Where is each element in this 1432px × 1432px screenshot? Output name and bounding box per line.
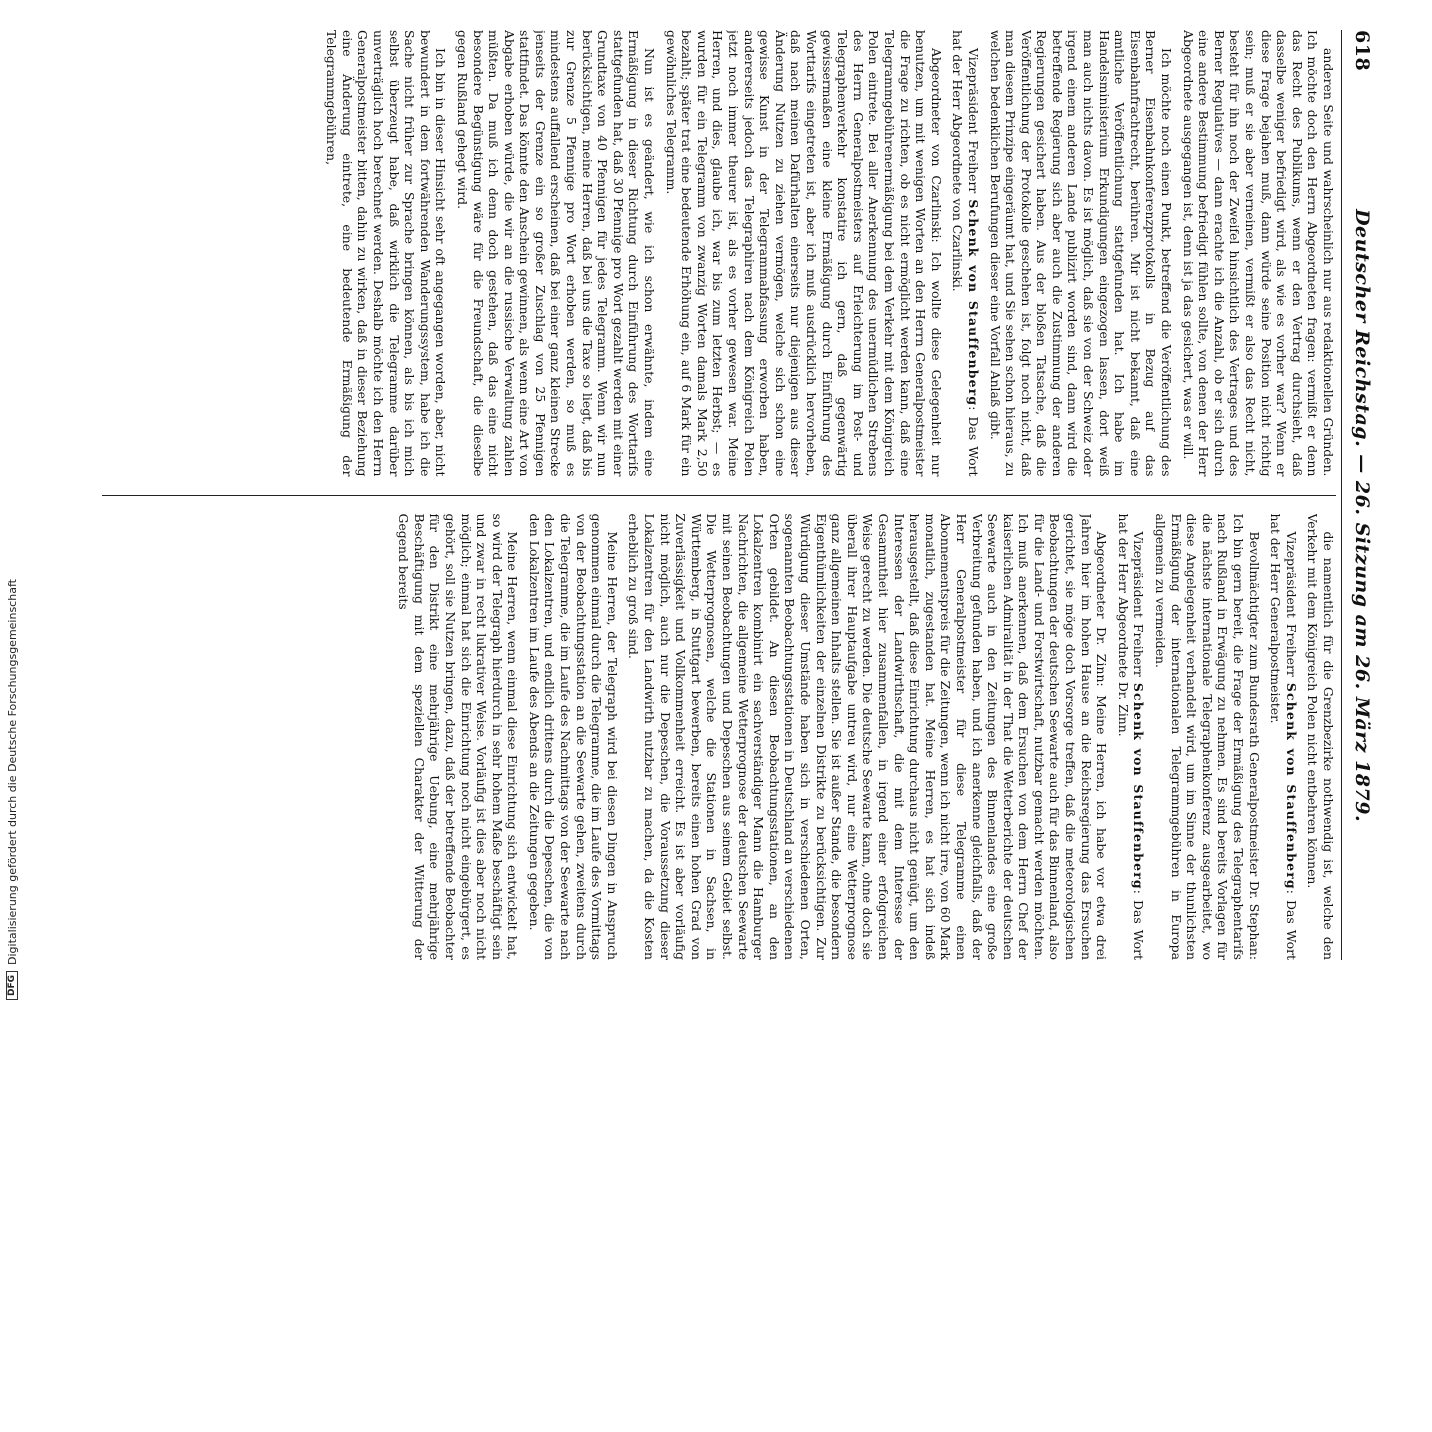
page-header (1341, 30, 1382, 960)
paragraph: Ich möchte noch einen Punkt, betreffend die Veröffentlichung des Berner Eisenbahnkonferenzprotokolls in Bezug auf das Eisenbahnfrachtrecht, berühren. Mir ist nicht bekannt, daß eine amtliche Veröffentlichung stattgefunden hat. Ich habe im Handelsministerium Erkundigungen eingezogen lassen, dort weiß man auch nichts davon. Es ist möglich, daß sie von der Schweiz oder irgend einem anderen Lande publizirt worden sind, dann wird die betreffende Regierung sich aber auch die Zustimmung der anderen Regierungen gesichert haben. Aus der bloßen Tatsache, daß die Veröffentlichung der Protokolle geschehen ist, folgt noch nicht, daß man diesem Prinzipe eingeräumt hat, und Sie sehen schon hieraus, zu welchen bedenklichen Berufungen dieser eine Vorfall Anlaß gibt. (987, 30, 1175, 477)
dfg-logo: DFG (6, 971, 18, 1000)
speaker-name: Schenk von Stauffenberg (1283, 682, 1299, 890)
speaker-paragraph (1268, 514, 1299, 961)
credit-text: Digitalisierung gefördert durch die Deutsche Forschungsgemeinschaft (5, 579, 19, 965)
paragraph: Meine Herren, wenn einmal diese Einrichtung sich entwickelt hat, so wird der Telegraph hierdurch in sehr hohem Maße beschäftigt sein und zwar in recht lukrativer Weise. Vorläufig ist dies aber noch nicht möglich; einmal hat sich die Einrichtung noch nicht eingebürgert, es gehört, soll sie Nutzen bringen, dazu, daß der betreffende Beobachter für den Distrikt eine mehrjährige Uebung, eine mehrjährige Beschäftigung mit dem speziellen Charakter der Witterung der Gegend bereits (396, 513, 521, 960)
paragraph: Meine Herren, der Telegraph wird bei diesen Dingen in Anspruch genommen einmal durch die Telegramme, die im Laufe des Vormittags von der Beobachtungsstation an die Seewarte gehen, zweitens durch die Telegramme, die im Laufe des Nachmittags von der Seewarte nach den Lokalzentren, und endlich drittens durch die Depeschen, die von den Lokalzentren im Laufe des Abends an die Zeitungen gegeben. (526, 513, 620, 960)
speaker-intro: Vizepräsident Freiherr (1131, 531, 1147, 677)
page-number: 618 (1351, 30, 1373, 72)
column-divider (102, 495, 1336, 496)
speaker-paragraph (1115, 514, 1146, 961)
text-columns (102, 30, 1336, 960)
running-title: Deutscher Reichstag. — 26. Sitzung am 26. März 1879. (1351, 209, 1373, 823)
left-column (102, 30, 1336, 477)
speaker-text: : Das Wort hat der Herr Generalpostmeister. (1268, 513, 1299, 960)
speaker-name: Schenk von Stauffenberg (1131, 682, 1147, 890)
paragraph: die namentlich für die Grenzbezirke nothwendig ist, welche den Verkehr mit dem Königreich Polen nicht entbehren können. (1305, 513, 1336, 960)
speaker-paragraph (950, 30, 981, 477)
document-page (32, 0, 1432, 1000)
speaker-intro: Vizepräsident Freiherr (1283, 531, 1299, 677)
digitization-credit (4, 0, 20, 1000)
paragraph: anderen Seite und wahrscheinlich nur aus redaktionellen Gründen. Ich möchte doch den Herrn Abgeordneten fragen: vermißt er denn das Recht des Publikums, wenn er den Vertrag durchsieht, daß dasselbe weniger befriedigt wird, als wie es vorher war? Wenn er diese Frage bejahen muß, dann würde seine Position nicht richtig sein; muß er sie aber verneinen, vermißt er also das Recht nicht, besteht für ihn noch der Zweifel hinsichtlich des Vertrages und des Berner Regulatives — dann erachte ich die Anzahl, ob er sich durch eine andere Bestimmung befriedigt fühlen sollte, von denen der Herr Abgeordnete ausgegangen ist, denn ist ja das gesichert, was er will. (1180, 30, 1336, 477)
paragraph: Abgeordneter Dr. Zinn: Meine Herren, ich habe vor etwa drei Jahren hier im hohen Hause an die Reichsregierung das Ersuchen gerichtet, sie möge doch Vorsorge treffen, daß die meteorologischen Beobachtungen der deutschen Seewarte auch für das Binnenland, also für die Land- und Forstwirtschaft, nutzbar gemacht werden möchten. Ich muß anerkennen, daß dem Ersuchen von dem Herrn Chef der kaiserlichen Admiralität in der That die Wetterberichte der deutschen Seewarte auch in den Zeitungen des Binnenlandes eine große Verbreitung gefunden haben, und ich anerkenne gleichfalls, daß der Herr Generalpostmeister für diese Telegramme einen Abonnementspreis für die Zeitungen, wenn ich nicht irre, von 60 Mark monatlich, zugestanden hat. Meine Herren, es hat sich indeß herausgestellt, daß diese Einrichtung durchaus nicht genügt, um den Interessen der Landwirthschaft, die mit dem Interesse der Gesammtheit hier zusammenfallen, in irgend einer erfolgreichen Weise gerecht zu werden. Die deutsche Seewarte kann, ohne doch sie überall ihrer Hauptaufgabe untreu wird, nur eine Wetterprognose ganz allgemeinen Inhalts stellen. Sie ist außer Stande, die besondern Eigenthümlichkeiten der einzelnen Distrikte zu berücksichtigen. Zur Würdigung dieser Umstände haben sich in verschiedenen Orten, sogenannten Beobachtungsstationen in Deutschland an verschiedenen Orten gebildet. An diesen Beobachtungsstationen, an den Lokalzentren kombinirt ein sachverständiger Mann die Hamburger Nachrichten, die allgemeine Wetterprognose der deutschen Seewarte mit seinen Beobachtungen und Depeschen aus seinem Gebiet selbst. Die Wetterprognosen, welche die Stationen in Sachsen, in Württemberg, in Stuttgart bewerben, bereits einen hohen Grad von Zuverlässigkeit und Vollkommenheit erreicht. Es ist aber vorläufig nicht möglich, auch nur die Depeschen, die Voraussetzung dieser Lokalzentren für den Landwirth nutzbar zu machen, da die Kosten erheblich zu groß sind. (626, 513, 1110, 960)
paragraph: Nun ist es geändert, wie ich schon erwähnte, indem eine Ermäßigung in dieser Richtung durch Einführung des Worttarifs stattgefunden hat, daß 30 Pfennige pro Wort gezahlt werden mit einer Grundtaxe von 40 Pfennigen für jedes Telegramm. Wenn wir nun berücksichtigen, meine Herren, daß bei uns die Taxe so liegt, daß bis zur Grenze 5 Pfennige pro Wort erhoben werden, so muß es mindestens auffallend erscheinen, daß bei einer ganz kleinen Strecke jenseits der Grenze ein so großer Zuschlag von 25 Pfennigen stattfindet. Das könnte den Anschein gewinnen, als wenn eine Art von Abgabe erhoben würde, die wir an die russische Verwaltung zahlen müßten. Da muß ich denn doch gestehen, daß das eine nicht besondere Begünstigung wäre für die Freundschaft, die dieselbe gegen Rußland gehegt wird. (454, 30, 658, 477)
speaker-text: : Das Wort hat der Herr Abgeordnete von Czarlinski. (950, 30, 981, 477)
paragraph: Abgeordneter von Czarlinski: Ich wollte diese Gelegenheit nur benutzen, um mit wenigen Worten an den Herrn Generalpostmeister die Frage zu richten, ob es nicht ermöglicht werden kann, daß eine Telegrammgebührenermäßigung bei dem Verkehr mit dem Königreich Polen eintrete. Bei aller Anerkennung des unermüdlichen Strebens des Herrn Generalpostmeisters auf Erleichterung im Post- und Telegraphenverkehr konstatire ich gern, daß gegenwärtig gewissermaßen eine kleine Ermäßigung durch Einführung des Worttarifs eingetreten ist, aber ich muß ausdrücklich hervorheben, daß nach meinen Dafürhalten einerseits nur diejenigen aus dieser Änderung Nutzen zu ziehen vermögen, welche sich schon eine gewisse Kunst in der Telegrammabfassung erworben haben, andererseits jedoch das Telegraphiren nach dem Königreich Polen jetzt noch immer theurer ist, als es vorher gewesen war. Meine Herren, und dies, glaube ich, war bis zum letzten Herbst; — es wurden für ein Telegramm von zwanzig Worten damals Mark 2,50 bezahlt; später trat eine bedeutende Erhöhung ein, auf 6 Mark für ein gewöhnliches Telegramm. (663, 30, 944, 477)
speaker-intro: Vizepräsident Freiherr (965, 48, 981, 194)
speaker-text: : Das Wort hat der Herr Abgeordnete Dr. Zinn. (1115, 513, 1147, 960)
right-column (102, 514, 1336, 961)
paragraph: Ich bin in dieser Hinsicht sehr oft angegangen worden, aber, nicht bewundert in dem fortwährenden Wanderungssystem, habe ich die Sache nicht früher zur Sprache bringen können, als bis ich mich selbst überzeugt habe, daß wirklich die Telegramme darüber unverträglich hoch berechnet werden. Deshalb möchte ich den Herrn Generalpostmeister bitten, dahin zu wirken, daß in dieser Beziehung eine Änderung eintrete, eine bedeutende Ermäßigung der Telegrammgebühren, (324, 30, 449, 477)
paragraph: Bevollmächtigter zum Bundesrath Generalpostmeister Dr. Stephan: Ich bin gern bereit, die Frage der Ermäßigung des Telegraphentarifs nach Rußland in Erwägung zu nehmen. Es sind bereits Vorlagen für die nächste internationale Telegraphenkonferenz ausgearbeitet, wo diese Angelegenheit verhandelt wird, um im Sinne der thunlichsten Ermäßigung der internationalen Telegrammgebühren in Europa allgemein zu vermeiden. (1153, 513, 1262, 960)
speaker-name: Schenk von Stauffenberg (965, 199, 981, 407)
